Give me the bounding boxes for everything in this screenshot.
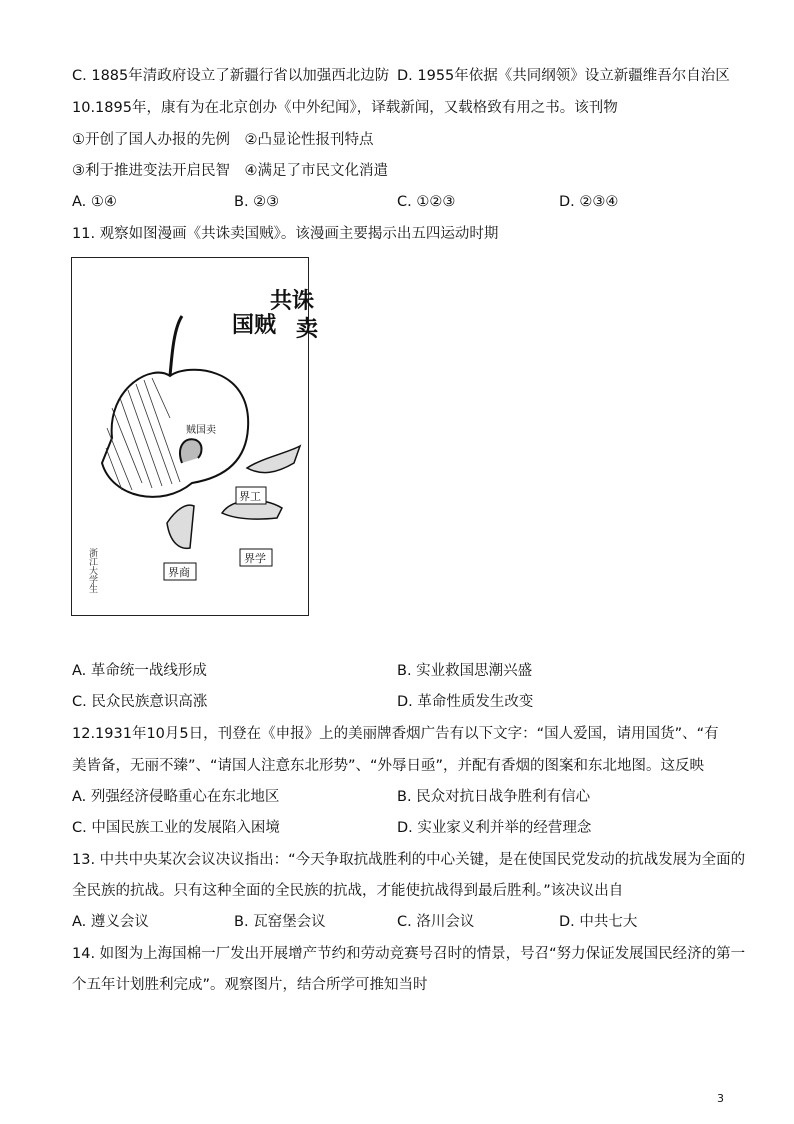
q10-item-line2: ③利于推进变法开启民智 ④满足了市民文化消遣 (72, 163, 388, 179)
q12-option-a: A. 列强经济侵略重心在东北地区 (72, 789, 280, 805)
cartoon-label-workers: 界工 (239, 490, 261, 503)
q13-stem-line2: 全民族的抗战。只有这种全面的全民族的抗战，才能使抗战得到最后胜利。”该决议出自 (72, 883, 624, 899)
q13-option-a: A. 遵义会议 (72, 914, 149, 930)
option-c-prev: C. 1885年清政府设立了新疆行省以加强西北边防 (72, 68, 390, 84)
q12-stem-line1: 12.1931年10月5日，刊登在《申报》上的美丽牌香烟广告有以下文字：“国人爱国，请用国货”、“有 (72, 726, 719, 742)
q12-option-d: D. 实业家义利并举的经营理念 (397, 820, 592, 836)
q12-stem-line2: 美皆备，无丽不臻”、“请国人注意东北形势”、“外辱日亟”，并配有香烟的图案和东北地图。这反映 (72, 758, 705, 774)
q11-option-d: D. 革命性质发生改变 (397, 694, 534, 710)
cartoon-image (71, 257, 319, 616)
q10-option-a: A. ①④ (72, 194, 117, 210)
q11-stem: 11. 观察如图漫画《共诛卖国贼》。该漫画主要揭示出五四运动时期 (72, 226, 499, 242)
cartoon-label-students: 界学 (244, 552, 266, 565)
q13-stem-line1: 13. 中共中央某次会议决议指出：“今天争取抗战胜利的中心关键，是在使国民党发动的抗战发展为全面的 (72, 852, 746, 868)
q12-option-c: C. 中国民族工业的发展陷入困境 (72, 820, 280, 836)
q14-stem-line2: 个五年计划胜利完成”。观察图片，结合所学可推知当时 (72, 977, 428, 993)
q10-option-d: D. ②③④ (559, 194, 619, 210)
page-number: 3 (717, 1092, 724, 1105)
q13-option-c: C. 洛川会议 (397, 914, 475, 930)
q10-option-b: B. ②③ (234, 194, 280, 210)
q13-option-d: D. 中共七大 (559, 914, 638, 930)
q11-option-a: A. 革命统一战线形成 (72, 663, 207, 679)
cartoon-title-2: 卖 (296, 316, 319, 342)
q10-option-c: C. ①②③ (397, 194, 456, 210)
cartoon-title-3: 国贼 (232, 312, 277, 338)
q13-option-b: B. 瓦窑堡会议 (234, 914, 326, 930)
q10-item-line1: ①开创了国人办报的先例 ②凸显论性报刊特点 (72, 132, 374, 148)
cartoon-label-apple: 贼国卖 (186, 425, 216, 436)
option-d-prev: D. 1955年依据《共同纲领》设立新疆维吾尔自治区 (397, 68, 730, 84)
cartoon-signature: 浙江大学生 (87, 548, 97, 593)
q11-option-b: B. 实业救国思潮兴盛 (397, 663, 533, 679)
q11-option-c: C. 民众民族意识高涨 (72, 694, 208, 710)
cartoon-label-merchants: 界商 (168, 566, 190, 579)
cartoon-title-1: 共诛 (270, 288, 315, 314)
q10-stem: 10.1895年，康有为在北京创办《中外纪闻》，译载新闻，又载格致有用之书。该刊物 (72, 100, 618, 116)
q14-stem-line1: 14. 如图为上海国棉一厂发出开展增产节约和劳动竞赛号召时的情景，号召“努力保证发展国民经济的第一 (72, 946, 746, 962)
q12-option-b: B. 民众对抗日战争胜利有信心 (397, 789, 591, 805)
